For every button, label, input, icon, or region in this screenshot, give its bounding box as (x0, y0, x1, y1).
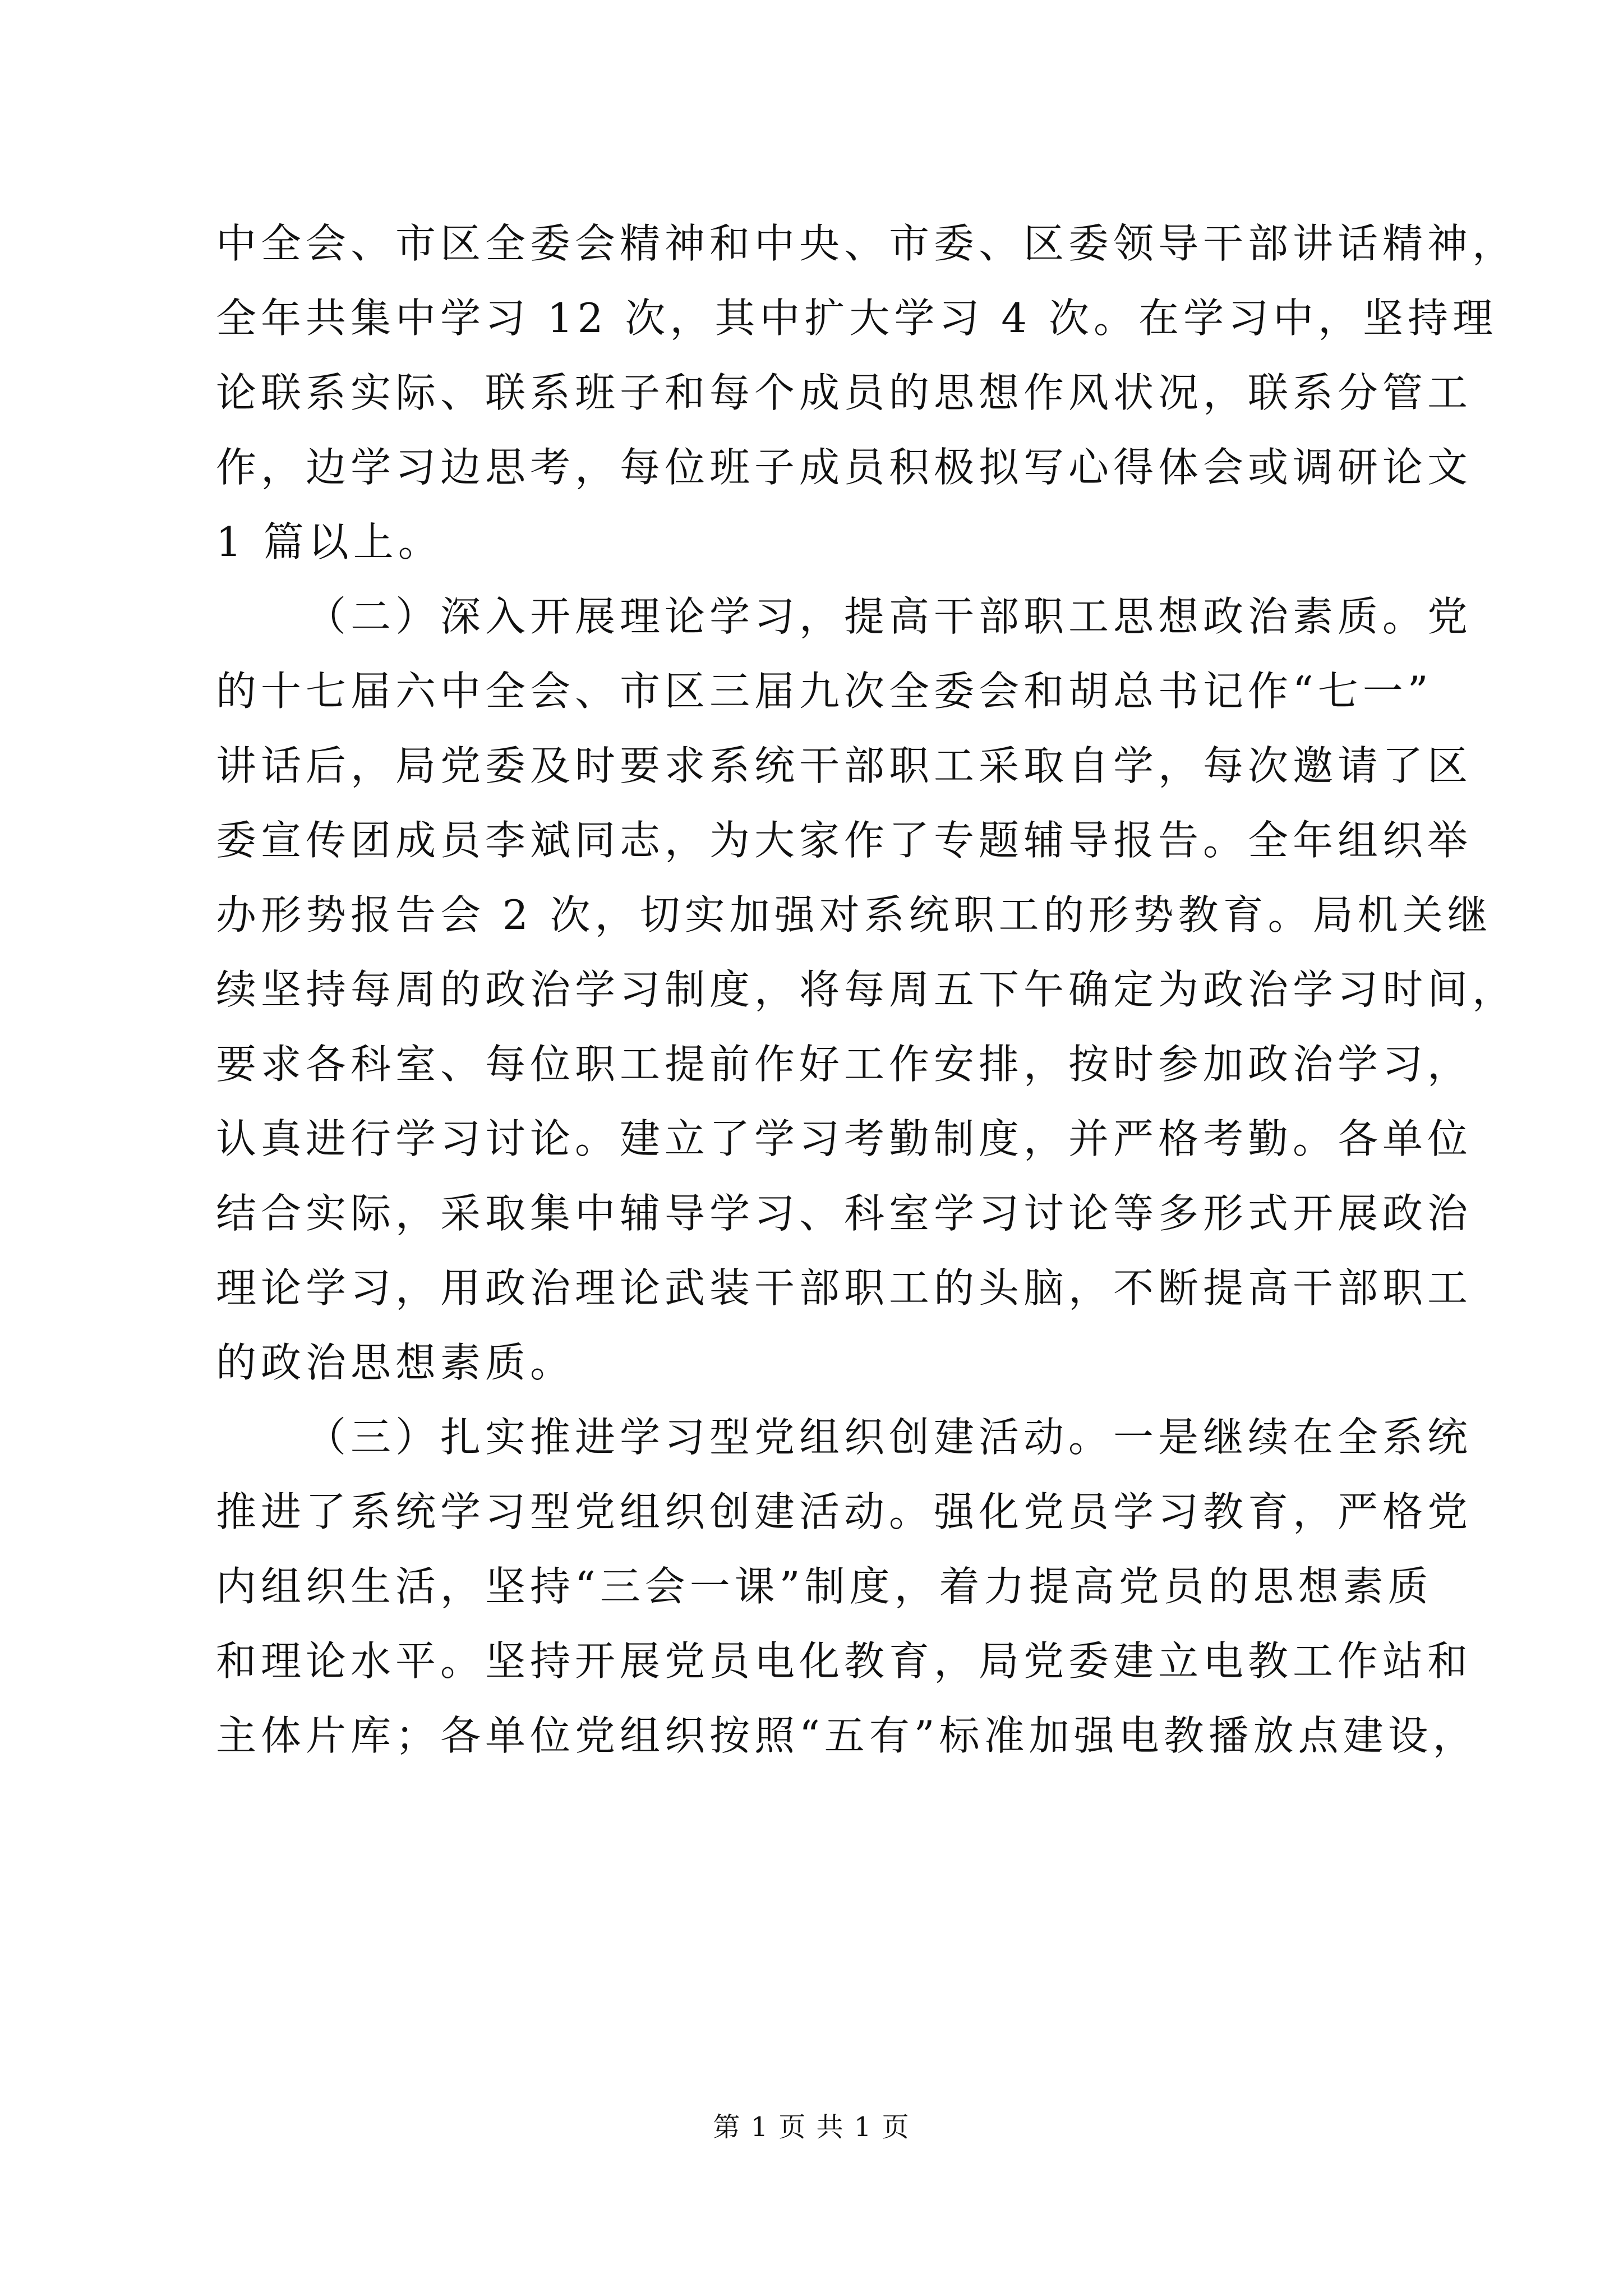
text-line: 的政治思想素质。 (216, 1339, 575, 1386)
page-footer: 第 1 页 共 1 页 (713, 2111, 910, 2143)
text-line: 中全会、市区全委会精神和中央、市委、区委领导干部讲话精神， (216, 220, 1518, 267)
text-line: 1 篇以上。 (216, 518, 443, 565)
text-line: 和理论水平。坚持开展党员电化教育，局党委建立电教工作站和 (216, 1637, 1473, 1685)
text-line: 结合实际，采取集中辅导学习、科室学习讨论等多形式开展政治 (216, 1190, 1473, 1237)
text-line: 理论学习，用政治理论武装干部职工的头脑，不断提高干部职工 (216, 1264, 1473, 1312)
text-line: 要求各科室、每位职工提前作好工作安排，按时参加政治学习， (216, 1041, 1473, 1088)
text-line: 办形势报告会 2 次，切实加强对系统职工的形势教育。局机关继 (216, 891, 1492, 938)
text-line: 认真进行学习讨论。建立了学习考勤制度，并严格考勤。各单位 (216, 1115, 1473, 1162)
text-line: 内组织生活，坚持“三会一课”制度，着力提高党员的思想素质 (216, 1563, 1433, 1610)
text-line: 作，边学习边思考，每位班子成员积极拟写心得体会或调研论文 (216, 444, 1473, 491)
text-line: 主体片库；各单位党组织按照“五有”标准加强电教播放点建设， (216, 1712, 1478, 1759)
section-heading-line: （二）深入开展理论学习，提高干部职工思想政治素质。党 (306, 593, 1473, 640)
document-body (216, 206, 1518, 1773)
text-line: 委宣传团成员李斌同志，为大家作了专题辅导报告。全年组织举 (216, 817, 1473, 864)
text-line: 推进了系统学习型党组织创建活动。强化党员学习教育，严格党 (216, 1488, 1473, 1535)
text-line: 讲话后，局党委及时要求系统干部职工采取自学，每次邀请了区 (216, 742, 1473, 789)
section-heading-line: （三）扎实推进学习型党组织创建活动。一是继续在全系统 (306, 1414, 1473, 1461)
text-line: 全年共集中学习 12 次，其中扩大学习 4 次。在学习中，坚持理 (216, 295, 1497, 342)
text-line: 的十七届六中全会、市区三届九次全委会和胡总书记作“七一” (216, 668, 1433, 715)
text-line: 续坚持每周的政治学习制度，将每周五下午确定为政治学习时间， (216, 966, 1518, 1013)
text-line: 论联系实际、联系班子和每个成员的思想作风状况，联系分管工 (216, 369, 1473, 416)
